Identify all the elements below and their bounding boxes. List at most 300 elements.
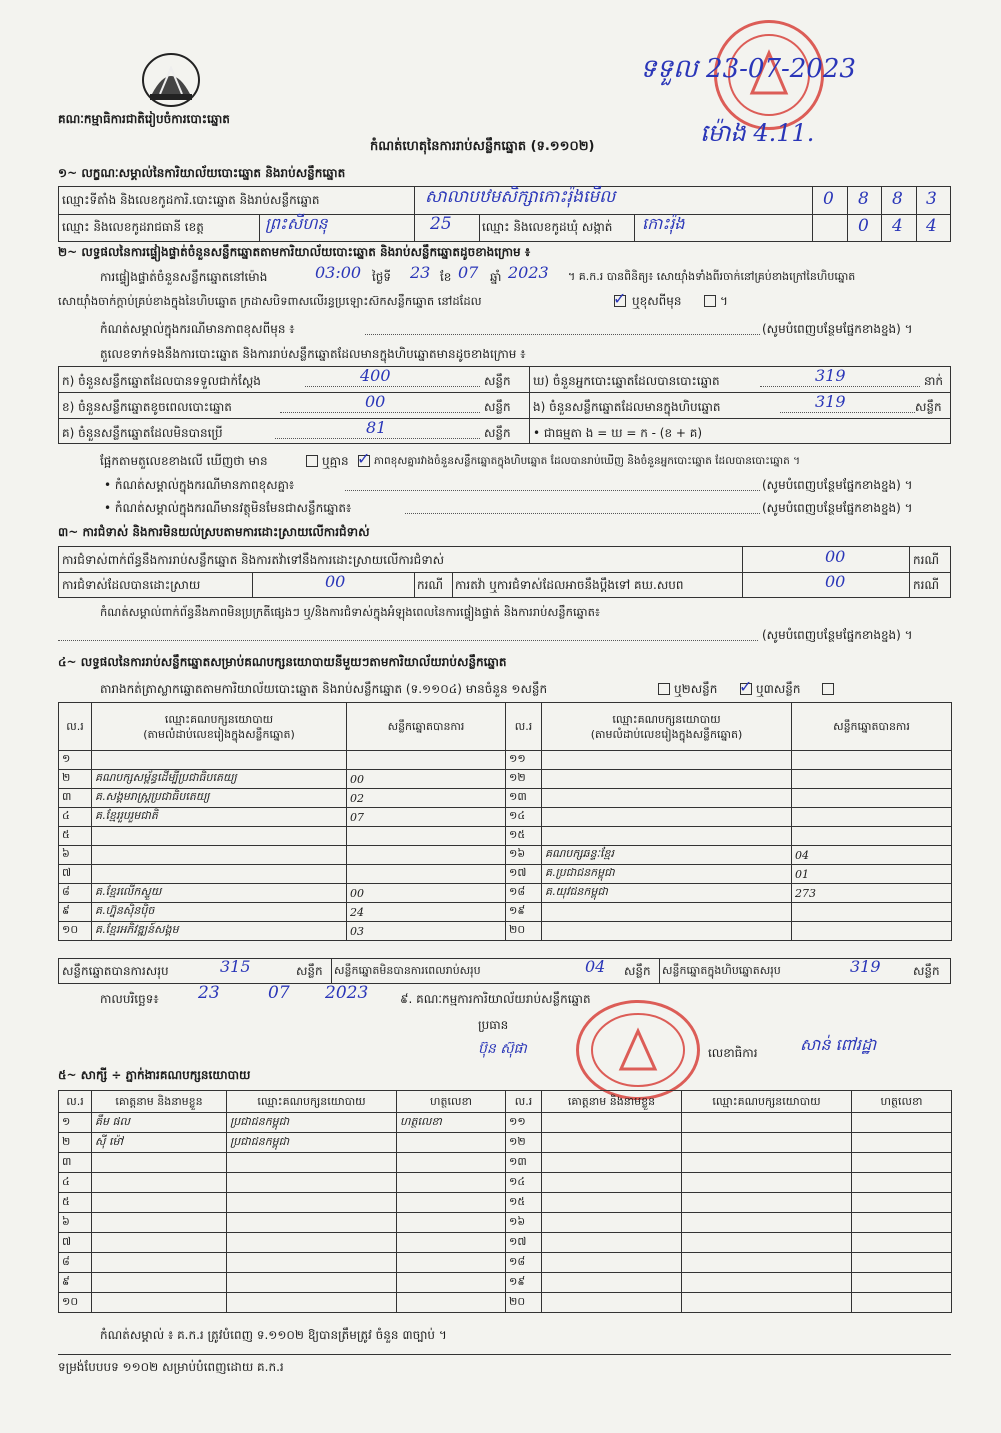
witness-name <box>542 1113 682 1133</box>
resolved-count: 00 <box>325 572 346 591</box>
spoiled-ballots: 00 <box>365 392 386 411</box>
witness-name <box>542 1193 682 1213</box>
col-party: ឈ្មោះគណបក្សនយោបាយ <box>682 1091 852 1113</box>
form-title: កំណត់ហេតុនៃការរាប់សន្លឹកឆ្នោត (ទ.១១០២) <box>370 139 595 154</box>
irregularity-note: កំណត់សម្គាល់ពាក់ព័ន្ធនឹងភាពមិនប្រក្រតីផ្សេងៗ ឬ/និងការជំទាស់ក្នុងអំឡុងពេលនៃការផ្ទៀងផ្ទាត់ និងការរាប់សន្លឹកឆ្នោត៖ <box>100 605 600 619</box>
table-row <box>59 1233 506 1253</box>
voters-count: 319 <box>815 366 846 385</box>
ballots-in-box: 319 <box>815 392 846 411</box>
col-no: ល.រ <box>506 1091 542 1113</box>
witness-party <box>227 1153 397 1173</box>
vote-count: 24 <box>347 903 506 922</box>
witness-party <box>227 1193 397 1213</box>
received-ballots: 400 <box>360 366 391 385</box>
figures-intro: តួលេខទាក់ទងនឹងការបោះឆ្នោត និងការរាប់សន្លឹកឆ្នោតដែលមានក្នុងហិបឆ្នោតមានដូចខាងក្រោម ៖ <box>100 347 526 361</box>
witness-name <box>92 1233 227 1253</box>
col-sign: ហត្ថលេខា <box>852 1091 952 1113</box>
table-row <box>59 1113 506 1133</box>
row-number: ៥ <box>59 1193 92 1213</box>
witness-signature <box>852 1293 952 1313</box>
row-number: ១៣ <box>506 789 542 808</box>
verify-time-label: ការផ្ទៀងផ្ទាត់ចំនួនសន្លឹកឆ្នោតនៅម៉ោង <box>100 270 268 284</box>
witness-signature <box>397 1233 506 1253</box>
note-difference: • កំណត់សម្គាល់ក្នុងករណីមានភាពខុសគ្នា៖ <box>104 478 295 492</box>
party-name <box>542 789 792 808</box>
vote-count: 03 <box>347 922 506 941</box>
witness-party <box>227 1273 397 1293</box>
commune-code-3: 4 <box>926 216 937 236</box>
station-code-2: 8 <box>858 189 869 209</box>
spoiled-ballots-label: ខ) ចំនួនសន្លឹកឆ្នោតខូចពេលបោះឆ្នោត <box>62 400 232 414</box>
unit-label: សន្លឹក <box>915 400 942 414</box>
party-name: គ.យុវជនកម្ពុជា <box>542 884 792 903</box>
check-mark-icon: ✓ <box>357 449 371 468</box>
row-number: ១៦ <box>506 846 542 865</box>
day-label: ថ្ងៃទី <box>372 270 392 284</box>
station-code-4: 3 <box>926 189 937 209</box>
verify-year: 2023 <box>508 263 549 282</box>
witness-table-left <box>58 1090 506 1313</box>
table-row <box>506 1113 952 1133</box>
table-row <box>59 770 506 789</box>
date-label: កាលបរិច្ឆេទ៖ <box>100 992 159 1006</box>
witness-name <box>92 1273 227 1293</box>
party-name <box>542 751 792 770</box>
vote-count: 273 <box>792 884 952 903</box>
total-valid: 315 <box>220 957 251 976</box>
difference-note-label: កំណត់សម្គាល់ក្នុងករណីមានភាពខុសពីមុន ៖ <box>100 322 295 336</box>
difference-desc: ភាពខុសគ្នារវាងចំនួនសន្លឹកឆ្នោតក្នុងហិបឆ្នោត ដែលបានរាប់ឃើញ និងចំនួនអ្នកបោះឆ្នោត ដែលបានបោះឆ្នោត ។ <box>374 455 801 467</box>
row-number: ១៩ <box>506 1273 542 1293</box>
unused-ballots: 81 <box>366 418 387 437</box>
table-row <box>506 827 952 846</box>
table-row <box>506 865 952 884</box>
witness-party <box>682 1253 852 1273</box>
witness-signature <box>397 1293 506 1313</box>
total-valid-label: សន្លឹកឆ្នោតបានការសរុប <box>62 964 169 978</box>
vote-count <box>792 751 952 770</box>
col-party: ឈ្មោះគណបក្សនយោបាយ (តាមលំដាប់លេខរៀងក្នុងសន្លឹកឆ្នោត) <box>542 703 792 751</box>
section3-heading: ៣~ ការជំទាស់ និងការមិនយល់ស្របតាមការដោះស្រាយលើការជំទាស់ <box>58 525 370 539</box>
commune-name: កោះរ៉ុង <box>642 214 685 233</box>
witness-signature <box>397 1213 506 1233</box>
row-number: ៣ <box>59 789 92 808</box>
row-number: ១៧ <box>506 1233 542 1253</box>
row-number: ៩ <box>59 903 92 922</box>
appeal-count: 00 <box>825 572 846 591</box>
table-row <box>59 1253 506 1273</box>
witness-signature <box>852 1173 952 1193</box>
row-number: ១១ <box>506 751 542 770</box>
province-code: 25 <box>430 214 452 234</box>
row-number: ១២ <box>506 770 542 789</box>
vote-count: 00 <box>347 884 506 903</box>
row-number: ១៨ <box>506 1253 542 1273</box>
three-sheets-checkbox[interactable] <box>822 683 834 695</box>
witness-party <box>227 1233 397 1253</box>
one-sheet-checkbox[interactable] <box>658 683 670 695</box>
witness-signature <box>852 1193 952 1213</box>
unit-label: សន្លឹក <box>913 964 940 978</box>
total-invalid-label: សន្លឹកឆ្នោតមិនបានការពេលរាប់សរុប <box>334 964 481 977</box>
table-row <box>506 789 952 808</box>
org-name: គណៈកម្មាធិការជាតិរៀបចំការបោះឆ្នោត <box>58 112 230 126</box>
vote-count <box>792 808 952 827</box>
vote-count: 00 <box>347 770 506 789</box>
witness-party <box>682 1273 852 1293</box>
witness-name <box>92 1293 227 1313</box>
seal-check-text-2: សោយ៉ាំងចាក់ក្តាប់គ្រប់ខាងក្នុងនៃហិបឆ្នោត ក្រដាសបិទពាសលើរន្ធប្រឡោះស៊កសន្លឹកឆ្នោត នៅដដែល <box>58 294 482 308</box>
witness-signature <box>852 1133 952 1153</box>
table-row <box>506 808 952 827</box>
party-name <box>92 846 347 865</box>
vote-count <box>792 827 952 846</box>
difference-note-end: (សូមបំពេញបន្ថែមផ្នែកខាងខ្នង) ។ <box>762 322 913 336</box>
appeal-label: ការតវ៉ា ឬការជំទាស់ដែលអាចនឹងប្តឹងទៅ គឃ.សបព <box>455 578 684 592</box>
table-row <box>59 1293 506 1313</box>
station-code-1: 0 <box>823 189 834 209</box>
formula: • ជាធម្មតា ង = ឃ = ក - (ខ + គ) <box>533 426 703 440</box>
secretary-label: លេខាធិការ <box>708 1046 758 1060</box>
table-row <box>59 1153 506 1173</box>
row-number: ១៩ <box>506 903 542 922</box>
party-name <box>542 827 792 846</box>
vote-count <box>347 846 506 865</box>
witness-signature <box>852 1233 952 1253</box>
party-name: គ.ប្រជាជនកម្ពុជា <box>542 865 792 884</box>
witness-party <box>682 1173 852 1193</box>
witness-party <box>682 1133 852 1153</box>
vote-count <box>792 922 952 941</box>
table-row <box>506 922 952 941</box>
table-row <box>59 751 506 770</box>
commune-code-2: 4 <box>892 216 903 236</box>
total-invalid: 04 <box>585 957 606 976</box>
table-row <box>506 884 952 903</box>
party-name: គ.ខ្មែររួបរួមជាតិ <box>92 808 347 827</box>
case-unit: ករណី <box>913 553 940 567</box>
row-number: ១៧ <box>506 865 542 884</box>
party-name <box>542 903 792 922</box>
witness-party: ប្រជាជនកម្ពុជា <box>227 1133 397 1153</box>
vote-count <box>792 770 952 789</box>
col-no: ល.រ <box>506 703 542 751</box>
row-number: ៦ <box>59 846 92 865</box>
party-name <box>542 770 792 789</box>
party-name: គ.ខ្មែរលើកស្ទួយ <box>92 884 347 903</box>
check-mark-icon: ✓ <box>739 677 753 696</box>
witness-name <box>542 1293 682 1313</box>
col-no: ល.រ <box>59 1091 92 1113</box>
table-row <box>506 1173 952 1193</box>
col-no: ល.រ <box>59 703 92 751</box>
three-sheets-label: ឬ៣សន្លឹក <box>756 682 801 696</box>
witness-signature <box>397 1253 506 1273</box>
row-number: ២០ <box>506 1293 542 1313</box>
witness-party: ប្រជាជនកម្ពុជា <box>227 1113 397 1133</box>
witness-name <box>542 1213 682 1233</box>
unit-people-label: នាក់ <box>924 374 944 388</box>
province-name: ព្រះសីហនុ <box>265 214 328 233</box>
table-row <box>59 1273 506 1293</box>
row-number: ១៥ <box>506 1193 542 1213</box>
table-row <box>506 1133 952 1153</box>
two-sheets-label: ឬ២សន្លឹក <box>674 682 718 696</box>
table-row <box>59 865 506 884</box>
case-unit: ករណី <box>913 578 940 592</box>
row-number: ៨ <box>59 884 92 903</box>
row-number: ២ <box>59 1133 92 1153</box>
row-number: ១១ <box>506 1113 542 1133</box>
witness-name <box>542 1133 682 1153</box>
row-number: ៨ <box>59 1253 92 1273</box>
received-time-handwriting: ម៉ោង 4.11. <box>700 119 815 147</box>
table-row <box>506 1293 952 1313</box>
vote-count: 04 <box>792 846 952 865</box>
witness-name <box>542 1233 682 1253</box>
section1-heading: ១~ លក្ខណៈសម្គាល់នៃការិយាល័យបោះឆ្នោត និងរាប់សន្លឹកឆ្នោត <box>58 166 346 180</box>
witness-table-right <box>505 1090 952 1313</box>
row-number: ១៤ <box>506 808 542 827</box>
row-number: ១៤ <box>506 1173 542 1193</box>
witness-name <box>92 1213 227 1233</box>
objection-count: 00 <box>825 547 846 566</box>
totals-row <box>58 958 951 984</box>
table-row <box>506 1213 952 1233</box>
witness-party <box>227 1293 397 1313</box>
form-version: ទម្រង់បែបបទ ១១០២ សម្រាប់បំពេញដោយ គ.ក.រ <box>58 1360 284 1374</box>
table-row <box>506 1253 952 1273</box>
row-number: ១ <box>59 751 92 770</box>
section5-heading: ៥~ សាក្សី ÷ ភ្នាក់ងារគណបក្សនយោបាយ <box>58 1068 251 1082</box>
party-name: គ.ខ្មែរអភិវឌ្ឍន៍សង្គម <box>92 922 347 941</box>
polling-station-label: ឈ្មោះទីតាំង និងលេខកូដការិ.បោះឆ្នោត និងរាប់សន្លឹកឆ្នោត <box>62 193 320 207</box>
vote-count <box>347 827 506 846</box>
table-row <box>59 903 506 922</box>
table-row <box>59 789 506 808</box>
vote-count <box>792 789 952 808</box>
station-code-3: 8 <box>892 189 903 209</box>
witness-party <box>682 1193 852 1213</box>
total-box-label: សន្លឹកឆ្នោតក្នុងហិបឆ្នោតសរុប <box>662 964 781 977</box>
row-number: ១៦ <box>506 1213 542 1233</box>
month-label: ខែ <box>440 270 452 284</box>
table-row <box>59 1213 506 1233</box>
witness-party <box>227 1253 397 1273</box>
province-label: ឈ្មោះ និងលេខកូដរាជធានី ខេត្ត <box>62 220 204 234</box>
row-number: ៧ <box>59 1233 92 1253</box>
unused-ballots-label: គ) ចំនួនសន្លឹកឆ្នោតដែលមិនបានប្រើ <box>62 426 223 440</box>
table-row <box>506 1153 952 1173</box>
witness-signature <box>852 1113 952 1133</box>
witness-signature <box>852 1153 952 1173</box>
row-number: ៧ <box>59 865 92 884</box>
row-number: ៥ <box>59 827 92 846</box>
sign-day: 23 <box>198 983 220 1003</box>
unit-label: សន្លឹក <box>484 426 511 440</box>
table-row <box>506 903 952 922</box>
party-name: គណបក្សសម្ព័ន្ធដើម្បីប្រជាធិបតេយ្យ <box>92 770 347 789</box>
witness-name <box>92 1253 227 1273</box>
witness-party <box>682 1213 852 1233</box>
vote-count: 07 <box>347 808 506 827</box>
witness-name <box>542 1253 682 1273</box>
table-row <box>506 770 952 789</box>
polling-station-name: សាលាបឋមសិក្សាកោះរ៉ុងមើល <box>425 187 616 207</box>
witness-party <box>682 1153 852 1173</box>
different-checkbox[interactable] <box>704 295 716 307</box>
witness-signature <box>852 1253 952 1273</box>
witness-name <box>92 1193 227 1213</box>
witness-party <box>227 1213 397 1233</box>
row-number: ១៣ <box>506 1153 542 1173</box>
row-number: ១០ <box>59 922 92 941</box>
witness-signature <box>852 1273 952 1293</box>
col-party: ឈ្មោះគណបក្សនយោបាយ (តាមលំដាប់លេខរៀងក្នុងសន្លឹកឆ្នោត) <box>92 703 347 751</box>
chair-name: ប៊ុន ស៊ុផា <box>478 1041 527 1057</box>
form-page: គណៈកម្មាធិការជាតិរៀបចំការបោះឆ្នោត ទទួល 23-07-2023 ម៉ោង 4.11. កំណត់ហេតុនៃការរាប់សន្លឹកឆ្នោត (ទ.១១០២) ១~ លក្ខណៈសម្គាល់នៃការិយាល័យបោះឆ្នោត និងរាប់សន្លឹកឆ្នោត ឈ្មោះទីតាំង និងលេខកូដការិ.បោះឆ្នោត និងរាប់សន្លឹកឆ្នោត សាលាបឋមសិក្សាកោះរ៉ុងមើល 0 8 8 3 ឈ្មោះ និងលេខកូដរាជធានី ខេត្ត ព្រះសីហនុ 25 ឈ្មោះ និងលេខកូដឃុំ សង្កាត់ កោះរ៉ុង 0 4 4 ២~ លទ្ធផលនៃការផ្ទៀងផ្ទាត់ចំនួនសន្លឹកឆ្នោតតាមការិយាល័យបោះឆ្នោត និងរាប់សន្លឹកឆ្នោតដូចខាងក្រោម ៖ ការផ្ទៀងផ្ទាត់ចំនួនសន្លឹកឆ្នោតនៅម៉ោង 03:00 ថ្ងៃទី 23 ខែ 07 ឆ្នាំ 2023 ។ គ.ក.រ បានពិនិត្យ៖ សោយ៉ាំងទាំងពីរចាក់នៅគ្រប់ខាងក្រៅនៃហិបឆ្នោត សោយ៉ាំងចាក់ក្តាប់គ្រប់ខាងក្នុងនៃហិបឆ្នោត ក្រដាសបិទពាសលើរន្ធប្រឡោះស៊កសន្លឹកឆ្នោត នៅដដែល ✓ ឬខុសពីមុន ។ កំណត់សម្គាល់ក្នុងករណីមានភាពខុសពីមុន ៖ (សូមបំពេញបន្ថែមផ្នែកខាងខ្នង) ។ តួលេខទាក់ទងនឹងការបោះឆ្នោត និងការរាប់សន្លឹកឆ្នោតដែលមានក្នុងហិបឆ្នោតមានដូចខាងក្រោម ៖ ក) ចំនួនសន្លឹកឆ្នោតដែលបានទទួលជាក់ស្តែង 400 សន្លឹក ឃ) ចំនួនអ្នកបោះឆ្នោតដែលបានបោះឆ្នោត 319 នាក់ ខ) ចំនួនសន្លឹកឆ្នោតខូចពេលបោះឆ្នោត 00 សន្លឹក ង) ចំនួនសន្លឹកឆ្នោតដែលមានក្នុងហិបឆ្នោត 319 សន្លឹក គ) ចំនួនសន្លឹកឆ្នោតដែលមិនបានប្រើ 81 សន្លឹក • ជាធម្មតា ង = ឃ = ក - (ខ + គ) ផ្អែកតាមតួលេខខាងលើ ឃើញថា មាន ឬគ្មាន ✓ ភាពខុសគ្នារវាងចំនួនសន្លឹកឆ្នោតក្នុងហិបឆ្នោត ដែលបានរាប់ឃើញ និងចំនួនអ្នកបោះឆ្នោត ដែលបានបោះឆ្នោត ។ • កំណត់សម្គាល់ក្នុងករណីមានភាពខុសគ្នា៖ (សូមបំពេញបន្ថែមផ្នែកខាងខ្នង) ។ • កំណត់សម្គាល់ក្នុងករណីមានវត្ថុមិនមែនជាសន្លឹកឆ្នោត៖ (សូមបំពេញបន្ថែមផ្នែកខាងខ្នង) ។ ៣~ ការជំទាស់ និងការមិនយល់ស្របតាមការដោះស្រាយលើការជំទាស់ ការជំទាស់ពាក់ព័ន្ធនឹងការរាប់សន្លឹកឆ្នោត និងការតវ៉ាទៅនឹងការដោះស្រាយលើការជំទាស់ 00 ករណី ការជំទាស់ដែលបានដោះស្រាយ 00 ករណី ការតវ៉ា ឬការជំទាស់ដែលអាចនឹងប្តឹងទៅ គឃ.សបព 00 ករណី កំណត់សម្គាល់ពាក់ព័ន្ធនឹងភាពមិនប្រក្រតីផ្សេងៗ ឬ/និងការជំទាស់ក្នុងអំឡុងពេលនៃការផ្ទៀងផ្ទាត់ និងការរាប់សន្លឹកឆ្នោត៖ (សូមបំពេញបន្ថែមផ្នែកខាងខ្នង) ។ ៤~ លទ្ធផលនៃការរាប់សន្លឹកឆ្នោតសម្រាប់គណបក្សនយោបាយនីមួយៗតាមការិយាល័យរាប់សន្លឹកឆ្នោត តារាងកត់ត្រាស្លាកឆ្នោតតាមការិយាល័យបោះឆ្នោត និងរាប់សន្លឹកឆ្នោត (ទ.១១០៤) មានចំនួន ១សន្លឹក ឬ២សន្លឹក ✓ ឬ៣សន្លឹក ល.រ ឈ្មោះគណបក្សនយោបាយ (តាមលំដាប់លេខរៀងក្នុងសន្លឹកឆ្នោត) សន្លឹកឆ្នោតបានការ ១ ២ គណបក្សសម្ព័ន្ធដើម្បីប្រជាធិបតេយ្យ 00 ៣ គ.សង្គមរាស្ត្រប្រជាធិបតេយ្យ 02 ៤ គ.ខ្មែររួបរួមជាតិ 07 ៥ ៦ ៧ ៨ គ.ខ្មែរលើកស្ទួយ 00 ៩ គ.ហ្វ៊ុនស៊ិនប៉ិច 24 ១០ គ.ខ្មែរអភិវឌ្ឍន៍សង្គម 03 ល.រ ឈ្មោះគណបក្សនយោបាយ (តាមលំដាប់លេខរៀងក្នុងសន្លឹកឆ្នោត) សន្លឹកឆ្នោតបានការ ១១ ១២ ១៣ ១៤ ១៥ ១៦ គណបក្សឆន្ទៈខ្មែរ 04 ១៧ គ.ប្រជាជនកម្ពុជា 01 ១៨ គ.យុវជនកម្ពុជា 273 ១៩ ២០ សន្លឹកឆ្នោតបានការសរុប 315 សន្លឹក សន្លឹកឆ្នោតមិនបានការពេលរាប់សរុប 04 សន្លឹក សន្លឹកឆ្នោតក្នុងហិបឆ្នោតសរុប 319 សន្លឹក កាលបរិច្ឆេទ៖ 23 07 2023 ៩. គណៈកម្មការការិយាល័យរាប់សន្លឹកឆ្នោត ប្រធាន ប៊ុន ស៊ុផា លេខាធិការ សាន់ ពៅរដ្ឋា ៥~ សាក្សី ÷ ភ្នាក់ងារគណបក្សនយោបាយ ល.រ គោត្តនាម និងនាមខ្លួន ឈ្មោះគណបក្សនយោបាយ ហត្ថលេខា ១ គឹម ផល ប្រជាជនកម្ពុជា ហត្ថលេខា ២ ស៊ី ម៉ៅ ប្រជាជនកម្ពុជា ៣ ៤ ៥ ៦ ៧ ៨ ៩ ១០ ល.រ គោត្តនាម និងនាមខ្លួន ឈ្មោះគណបក្សនយោបាយ ហត្ថលេខា ១១ ១២ ១៣ ១៤ ១៥ ១៦ ១៧ ១៨ ១៩ ២០ កំណត់សម្គាល់ ៖ គ.ក.រ ត្រូវបំពេញ ទ.១១០២ ឱ្យបានត្រឹមត្រូវ ចំនួន ៣ច្បាប់ ។ ទម្រង់បែបបទ ១១០២ សម្រាប់បំពេញដោយ គ.ក.រ <box>0 0 1001 1433</box>
witness-name: គឹម ផល <box>92 1113 227 1133</box>
witness-name <box>542 1273 682 1293</box>
results-table-right <box>505 702 952 941</box>
commune-code-1: 0 <box>858 216 869 236</box>
unit-label: សន្លឹក <box>484 374 511 388</box>
witness-name <box>92 1153 227 1173</box>
vote-count <box>792 903 952 922</box>
chair-label: ប្រធាន <box>478 1018 509 1032</box>
vote-count <box>347 751 506 770</box>
table-row <box>506 1233 952 1253</box>
unit-label: សន្លឹក <box>484 400 511 414</box>
table-row <box>59 1173 506 1193</box>
col-name: គោត្តនាម និងនាមខ្លួន <box>92 1091 227 1113</box>
row-number: ១៥ <box>506 827 542 846</box>
row-number: ៤ <box>59 808 92 827</box>
witness-signature <box>397 1193 506 1213</box>
witness-name <box>92 1173 227 1193</box>
col-party: ឈ្មោះគណបក្សនយោបាយ <box>227 1091 397 1113</box>
party-name <box>542 808 792 827</box>
verify-month: 07 <box>458 263 479 282</box>
party-name <box>92 865 347 884</box>
table-row <box>59 884 506 903</box>
seal-check-text: ។ គ.ក.រ បានពិនិត្យ៖ សោយ៉ាំងទាំងពីរចាក់នៅគ្រប់ខាងក្រៅនៃហិបឆ្នោត <box>568 270 856 283</box>
note-end: (សូមបំពេញបន្ថែមផ្នែកខាងខ្នង) ។ <box>762 478 913 492</box>
row-number: ១២ <box>506 1133 542 1153</box>
section4-heading: ៤~ លទ្ធផលនៃការរាប់សន្លឹកឆ្នោតសម្រាប់គណបក្សនយោបាយនីមួយៗតាមការិយាល័យរាប់សន្លឹកឆ្នោត <box>58 655 507 669</box>
total-box: 319 <box>850 957 881 976</box>
party-name <box>542 922 792 941</box>
row-number: ៩ <box>59 1273 92 1293</box>
party-name: គ.ហ្វ៊ុនស៊ិនប៉ិច <box>92 903 347 922</box>
has-difference-checkbox[interactable] <box>306 455 318 467</box>
vote-count: 01 <box>792 865 952 884</box>
col-votes: សន្លឹកឆ្នោតបានការ <box>792 703 952 751</box>
nec-emblem-icon <box>138 50 204 110</box>
year-label: ឆ្នាំ <box>490 270 502 284</box>
no-difference-label: ឬគ្មាន <box>322 454 349 468</box>
witness-name: ស៊ី ម៉ៅ <box>92 1133 227 1153</box>
voters-label: ឃ) ចំនួនអ្នកបោះឆ្នោតដែលបានបោះឆ្នោត <box>533 374 720 388</box>
different-label: ឬខុសពីមុន <box>632 294 682 308</box>
difference-statement: ផ្អែកតាមតួលេខខាងលើ ឃើញថា មាន <box>100 454 268 468</box>
table-row <box>506 1273 952 1293</box>
table-row <box>506 1193 952 1213</box>
row-number: ២០ <box>506 922 542 941</box>
results-table-left <box>58 702 506 941</box>
party-name <box>92 827 347 846</box>
secretary-name: សាន់ ពៅរដ្ឋា <box>800 1035 877 1054</box>
table-row <box>59 1193 506 1213</box>
unit-label: សន្លឹក <box>296 964 323 978</box>
note-foreign-object: • កំណត់សម្គាល់ក្នុងករណីមានវត្ថុមិនមែនជាសន្លឹកឆ្នោត៖ <box>104 501 352 515</box>
row-number: ១០ <box>59 1293 92 1313</box>
tally-sheet-intro: តារាងកត់ត្រាស្លាកឆ្នោតតាមការិយាល័យបោះឆ្នោត និងរាប់សន្លឹកឆ្នោត (ទ.១១០៤) មានចំនួន ១សន្លឹក <box>100 682 548 696</box>
unit-label: សន្លឹក <box>624 964 651 978</box>
row-number: ៦ <box>59 1213 92 1233</box>
table-row <box>59 922 506 941</box>
party-name: គណបក្សឆន្ទៈខ្មែរ <box>542 846 792 865</box>
table-row <box>59 827 506 846</box>
col-name: គោត្តនាម និងនាមខ្លួន <box>542 1091 682 1113</box>
ballots-in-box-label: ង) ចំនួនសន្លឹកឆ្នោតដែលមានក្នុងហិបឆ្នោត <box>533 400 721 414</box>
witness-signature <box>852 1213 952 1233</box>
table-row <box>59 808 506 827</box>
witness-name <box>542 1153 682 1173</box>
party-name <box>92 751 347 770</box>
witness-party <box>682 1293 852 1313</box>
table-row <box>506 846 952 865</box>
row-number: ៤ <box>59 1173 92 1193</box>
table-row <box>59 846 506 865</box>
witness-party <box>682 1233 852 1253</box>
witness-name <box>542 1173 682 1193</box>
resolved-label: ការជំទាស់ដែលបានដោះស្រាយ <box>62 578 201 592</box>
note-end: (សូមបំពេញបន្ថែមផ្នែកខាងខ្នង) ។ <box>762 501 913 515</box>
row-number: ៣ <box>59 1153 92 1173</box>
section2-heading: ២~ លទ្ធផលនៃការផ្ទៀងផ្ទាត់ចំនួនសន្លឹកឆ្នោតតាមការិយាល័យបោះឆ្នោត និងរាប់សន្លឹកឆ្នោតដូចខាងក្រោម ៖ <box>58 245 531 259</box>
row-number: ២ <box>59 770 92 789</box>
verify-day: 23 <box>410 263 431 282</box>
witness-signature <box>397 1173 506 1193</box>
received-ballots-label: ក) ចំនួនសន្លឹកឆ្នោតដែលបានទទួលជាក់ស្តែង <box>62 374 261 388</box>
witness-party <box>682 1113 852 1133</box>
col-sign: ហត្ថលេខា <box>397 1091 506 1113</box>
case-unit: ករណី <box>417 578 444 592</box>
committee-seal-stamp <box>576 1000 700 1100</box>
table-row <box>506 751 952 770</box>
row-number: ១ <box>59 1113 92 1133</box>
vote-count: 02 <box>347 789 506 808</box>
sign-year: 2023 <box>325 983 369 1003</box>
witness-signature <box>397 1153 506 1173</box>
sign-month: 07 <box>268 983 290 1003</box>
table-row <box>59 1133 506 1153</box>
witness-signature: ហត្ថលេខា <box>397 1113 506 1133</box>
objection-label: ការជំទាស់ពាក់ព័ន្ធនឹងការរាប់សន្លឹកឆ្នោត និងការតវ៉ាទៅនឹងការដោះស្រាយលើការជំទាស់ <box>62 553 445 567</box>
vote-count <box>347 865 506 884</box>
witness-party <box>227 1173 397 1193</box>
witness-signature <box>397 1273 506 1293</box>
row-number: ១៨ <box>506 884 542 903</box>
verify-time: 03:00 <box>315 263 362 282</box>
col-votes: សន្លឹកឆ្នោតបានការ <box>347 703 506 751</box>
committee-label: ៩. គណៈកម្មការការិយាល័យរាប់សន្លឹកឆ្នោត <box>400 992 591 1006</box>
check-mark-icon: ✓ <box>613 289 627 308</box>
witness-signature <box>397 1133 506 1153</box>
party-name: គ.សង្គមរាស្ត្រប្រជាធិបតេយ្យ <box>92 789 347 808</box>
note-end: (សូមបំពេញបន្ថែមផ្នែកខាងខ្នង) ។ <box>762 628 913 642</box>
